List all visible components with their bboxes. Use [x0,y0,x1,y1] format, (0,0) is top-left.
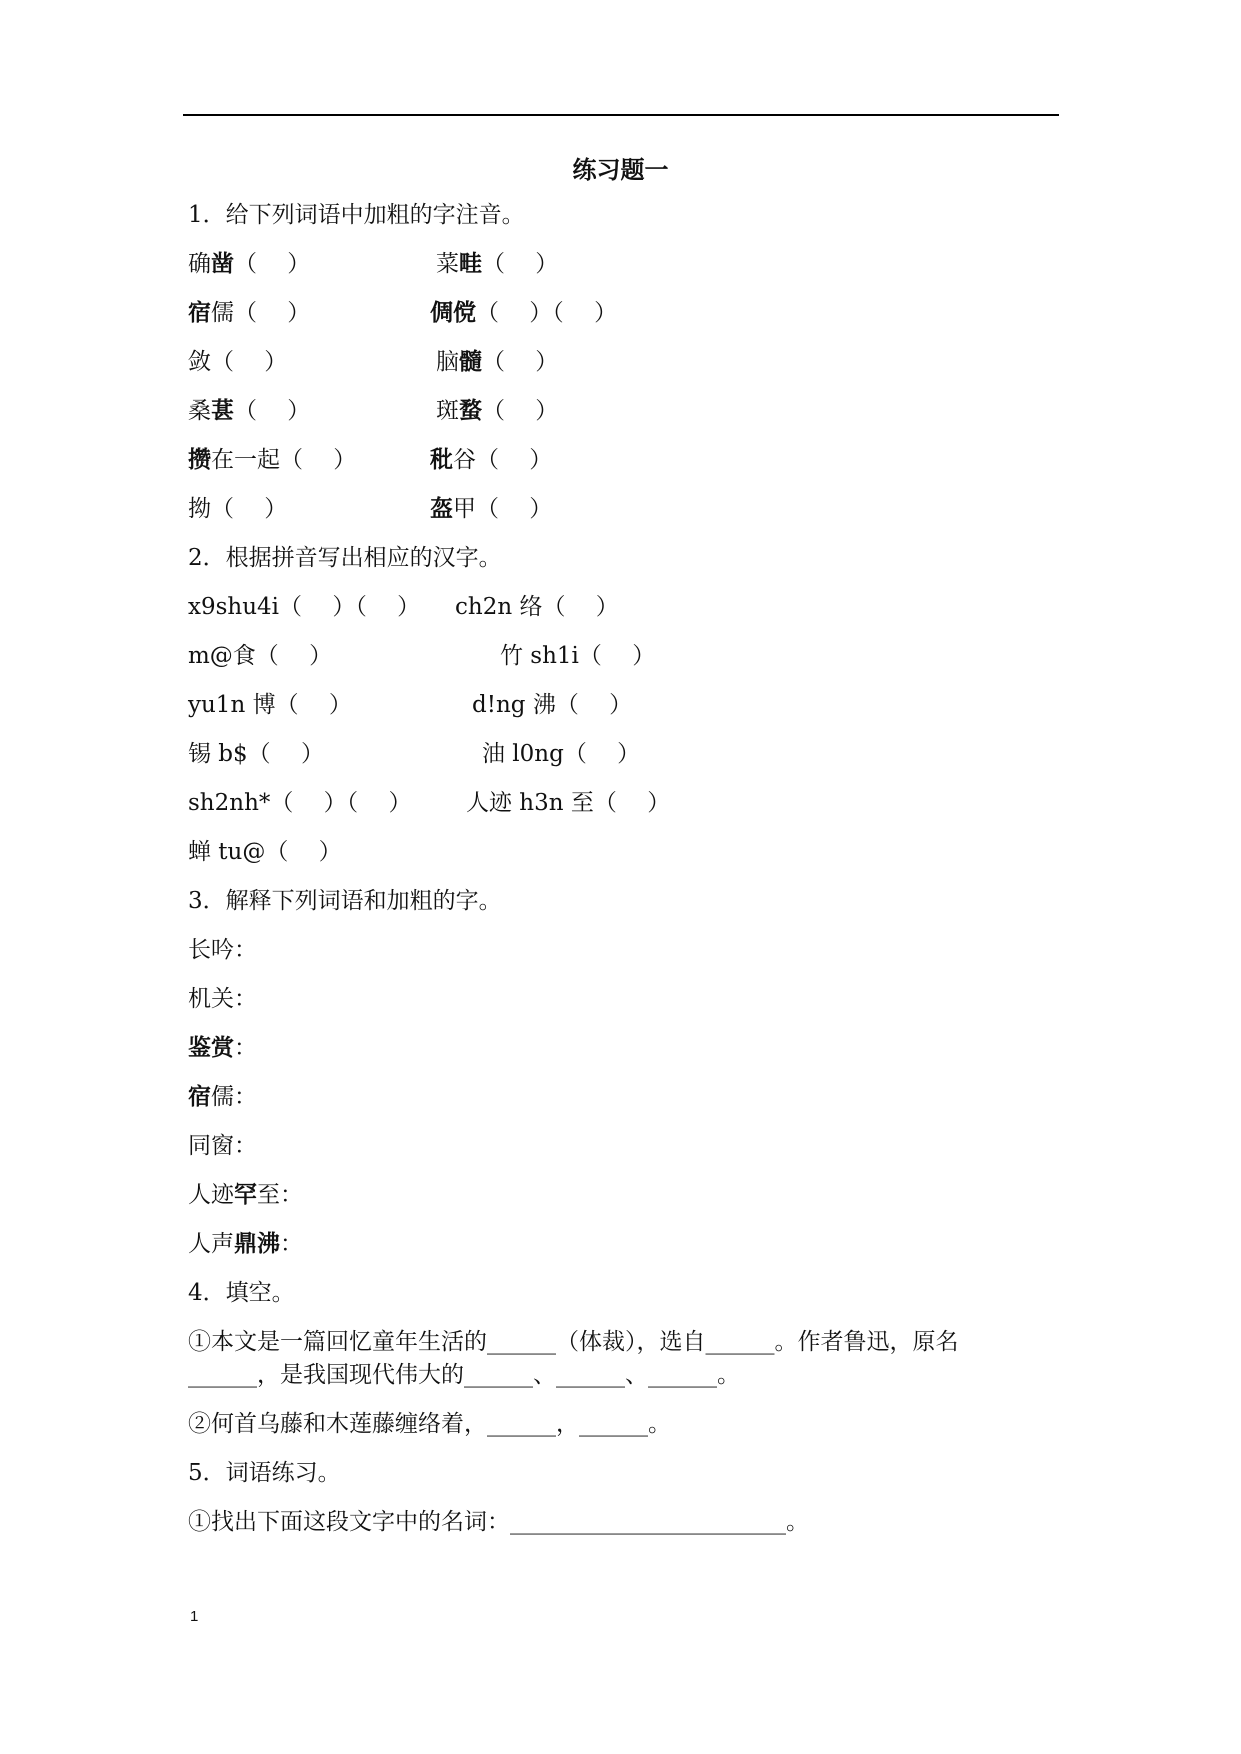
q3-item: 宿儒： [188,1084,257,1110]
q1-item: 倜傥（ ）（ ） [430,300,618,326]
header-rule [183,114,1059,116]
q3-item: 人迹罕至： [188,1182,303,1208]
q1-item: 菜畦（ ） [436,251,559,277]
q2-item: sh2nh*（ ）（ ） [188,790,412,816]
q5-heading: 5．词语练习。 [188,1460,341,1486]
q4-heading: 4．填空。 [188,1280,295,1306]
q2-item: 蝉 tu@（ ） [188,839,342,865]
q2-item: 人迹 h3n 至（ ） [466,790,671,816]
q2-heading: 2．根据拼音写出相应的汉字。 [188,545,502,571]
q1-item: 确凿（ ） [188,251,311,277]
q3-heading: 3．解释下列词语和加粗的字。 [188,888,502,914]
page-number: 1 [190,1608,199,1625]
q2-item: 竹 sh1i（ ） [500,643,656,669]
q1-item: 桑葚（ ） [188,398,311,424]
q1-item: 秕谷（ ） [430,447,553,473]
q3-item: 鉴赏： [188,1035,257,1061]
q1-item: 盔甲（ ） [430,496,553,522]
q1-item: 宿儒（ ） [188,300,311,326]
q1-item: 拗（ ） [188,496,288,522]
q4-line: ②何首乌藤和木莲藤缠络着，______，______。 [188,1411,671,1437]
q4-line: ①本文是一篇回忆童年生活的______（体裁），选自______。作者鲁迅，原名 [188,1329,959,1355]
q1-item: 敛（ ） [188,349,288,375]
q4-line: ______，是我国现代伟大的______、______、______。 [188,1362,740,1388]
q2-item: yu1n 博（ ） [188,692,352,718]
q2-item: 油 l0ng（ ） [482,741,641,767]
page-title: 练习题一 [572,156,669,184]
q1-item: 攒在一起（ ） [188,447,357,473]
q5-line: ①找出下面这段文字中的名词：________________________。 [188,1509,809,1535]
q3-item: 同窗： [188,1133,257,1159]
q1-item: 脑髓（ ） [436,349,559,375]
q2-item: x9shu4i（ ）（ ） [188,594,421,620]
q3-item: 人声鼎沸： [188,1231,303,1257]
q3-item: 长吟： [188,937,257,963]
q2-item: d!ng 沸（ ） [472,692,633,718]
q2-item: m@食（ ） [188,643,333,669]
q1-heading: 1．给下列词语中加粗的字注音。 [188,202,525,228]
q1-item: 斑蝥（ ） [436,398,559,424]
q2-item: 锡 b$（ ） [188,741,324,767]
q2-item: ch2n 络（ ） [455,594,619,620]
q3-item: 机关： [188,986,257,1012]
